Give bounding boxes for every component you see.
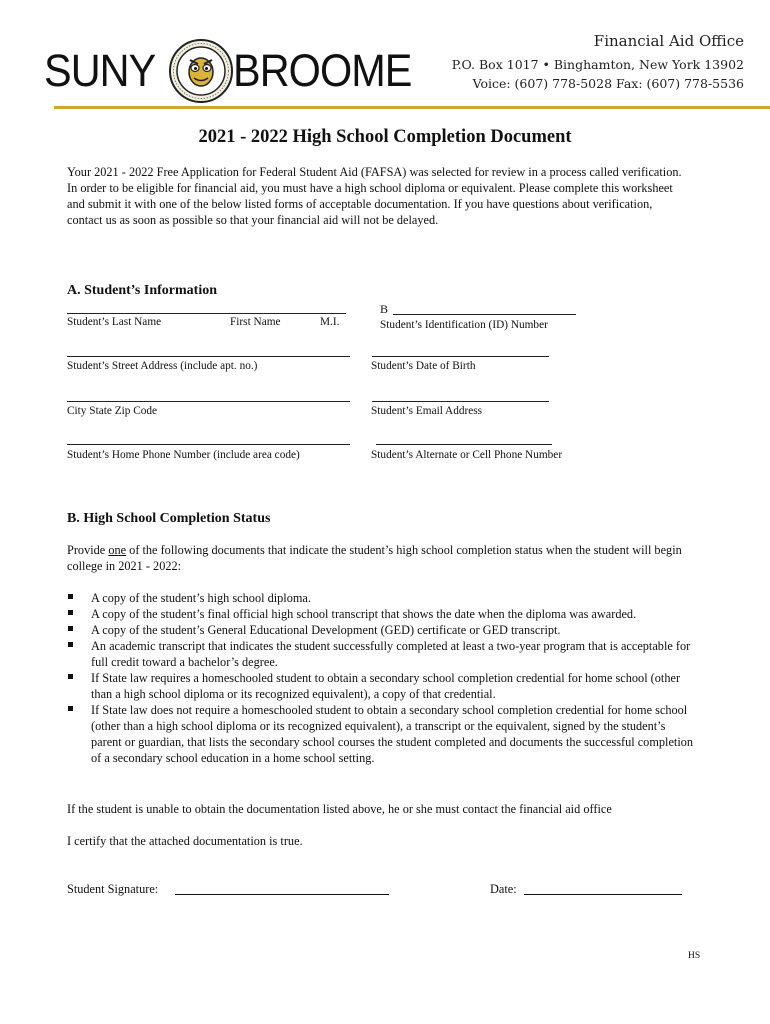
list-item <box>67 702 697 766</box>
middle-initial-label: M.I. <box>320 316 340 328</box>
student-signature-field-line[interactable] <box>175 894 389 895</box>
list-item-text: A copy of the student’s final official high school transcript that shows the date when the diploma was awarded. <box>91 607 637 621</box>
city-state-zip-label: City State Zip Code <box>67 405 158 417</box>
date-of-birth-field-line[interactable] <box>372 356 549 357</box>
bullet-square-icon <box>68 642 73 647</box>
street-address-field-line[interactable] <box>67 356 350 357</box>
bullet-square-icon <box>68 626 73 631</box>
form-code: HS <box>688 951 701 961</box>
list-item <box>67 606 697 622</box>
name-field-line[interactable] <box>67 313 346 314</box>
college-seal-icon <box>168 38 234 104</box>
office-phone: Voice: (607) 778-5028 Fax: (607) 778-5536 <box>472 76 744 91</box>
alternate-phone-label: Student’s Alternate or Cell Phone Number <box>371 449 563 461</box>
city-state-zip-field-line[interactable] <box>67 401 350 402</box>
date-of-birth-label: Student’s Date of Birth <box>371 360 476 372</box>
home-phone-field-line[interactable] <box>67 444 350 445</box>
email-field-line[interactable] <box>372 401 549 402</box>
header-divider <box>54 106 770 109</box>
bullet-square-icon <box>68 610 73 615</box>
list-item-text: A copy of the student’s high school diploma. <box>91 591 311 605</box>
list-item-text: If State law requires a homeschooled student to obtain a secondary school completion credential for home school (other than a high school diploma or its recognized equivalent), a copy of that credential. <box>91 671 681 701</box>
bullet-square-icon <box>68 594 73 599</box>
street-address-label: Student’s Street Address (include apt. no.) <box>67 360 258 372</box>
lead-text-end: of the following documents that indicate the student’s high school completion status when the student will begin college in 2021 - 2022: <box>67 543 682 573</box>
logo-broome-text: BROOME <box>233 45 412 96</box>
list-item <box>67 622 697 638</box>
first-name-label: First Name <box>230 316 281 328</box>
home-phone-label: Student’s Home Phone Number (include area code) <box>67 449 300 461</box>
list-item <box>67 638 697 670</box>
lead-text-start: Provide <box>67 543 109 557</box>
lead-emphasis-one: one <box>108 543 127 557</box>
section-a-heading: A. Student’s Information <box>67 283 217 298</box>
section-b-lead <box>67 542 692 574</box>
office-title: Financial Aid Office <box>593 32 744 50</box>
bullet-square-icon <box>68 706 73 711</box>
document-title: 2021 - 2022 High School Completion Document <box>198 127 572 147</box>
email-label: Student’s Email Address <box>371 405 483 417</box>
logo-suny-text: SUNY <box>44 45 156 96</box>
unable-to-obtain-note: If the student is unable to obtain the documentation listed above, he or she must contact the financial aid office <box>67 802 612 816</box>
bullet-square-icon <box>68 674 73 679</box>
student-id-label: Student’s Identification (ID) Number <box>380 319 548 331</box>
list-item-text: If State law does not require a homeschooled student to obtain a secondary school completion credential for home school (other than a high school diploma or its recognized equivalent), a transcript or the equivalent, signed by the student’s parent or guardian, that lists the secondary school courses the student completed and documents the successful completion of a secondary school education in a home school setting. <box>91 703 694 765</box>
certification-statement: I certify that the attached documentation is true. <box>67 834 303 848</box>
date-field-line[interactable] <box>524 894 682 895</box>
id-prefix: B <box>380 302 389 316</box>
last-name-label: Student’s Last Name <box>67 316 162 328</box>
date-label: Date: <box>490 882 517 896</box>
alternate-phone-field-line[interactable] <box>376 444 552 445</box>
list-item-text: An academic transcript that indicates the student successfully completed at least a two-year program that is acceptable for full credit toward a bachelor’s degree. <box>91 639 691 669</box>
list-item-text: A copy of the student’s General Educational Development (GED) certificate or GED transcript. <box>91 623 561 637</box>
acceptable-documents-list <box>67 590 697 766</box>
list-item <box>67 670 697 702</box>
student-signature-label: Student Signature: <box>67 882 159 896</box>
intro-paragraph: Your 2021 - 2022 Free Application for Federal Student Aid (FAFSA) was selected for review in a process called verification. In order to be eligible for financial aid, you must have a high school diploma or equivalent. Please complete this worksheet and submit it with one of the below listed forms of acceptable documentation. If you have questions about verification, contact us as soon as possible so that your financial aid will not be delayed. <box>67 165 682 227</box>
student-id-field-line[interactable] <box>393 314 576 315</box>
office-address: P.O. Box 1017 • Binghamton, New York 13902 <box>451 57 744 72</box>
list-item <box>67 590 697 606</box>
section-b-heading: B. High School Completion Status <box>67 511 271 526</box>
